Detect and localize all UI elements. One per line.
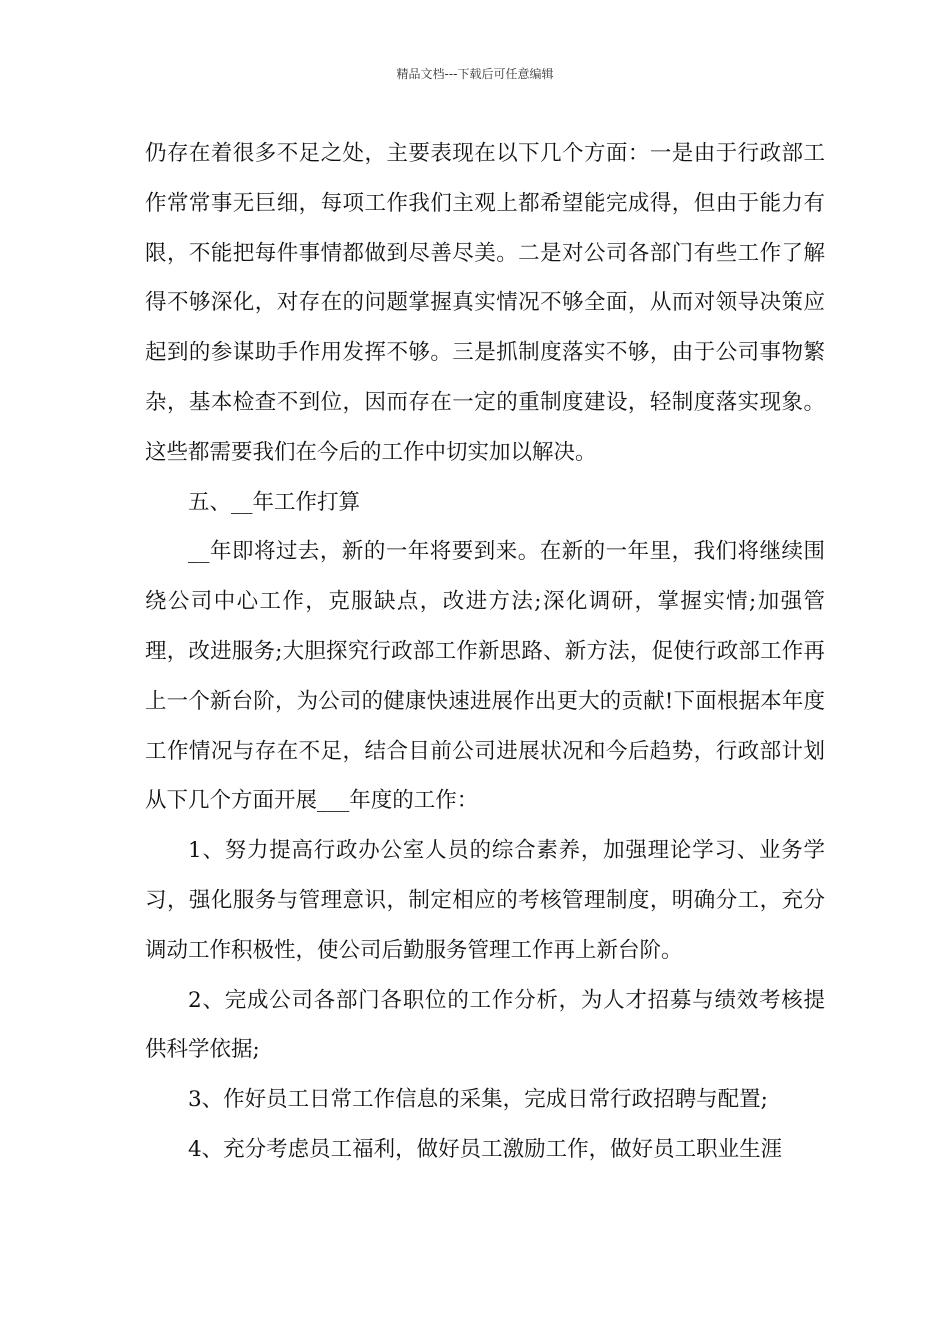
paragraph-plan-intro: __年即将过去，新的一年将要到来。在新的一年里，我们将继续围绕公司中心工作，克服缺点，改进方法;深化调研，掌握实情;加强管理，改进服务;大胆探究行政部工作新思路、新方法，促使行政部工作再上一个新台阶，为公司的健康快速进展作出更大的贡献!下面根据本年度工作情况与存在不足，结合目前公司进展状况和今后趋势，行政部计划从下几个方面开展___年度的工作：	[145, 539, 825, 814]
list-item-2: 2、完成公司各部门各职位的工作分析，为人才招募与绩效考核提供科学依据;	[145, 987, 825, 1063]
list-item-4: 4、充分考虑员工福利，做好员工激励工作，做好员工职业生涯	[188, 1136, 783, 1162]
section-heading-work-plan: 五、__年工作打算	[188, 489, 361, 515]
list-item-1: 1、努力提高行政办公室人员的综合素养，加强理论学习、业务学习，强化服务与管理意识，制定相应的考核管理制度，明确分工，充分调动工作积极性，使公司后勤服务管理工作再上新台阶。	[145, 838, 825, 963]
page-header: 精品文档---下载后可任意编辑	[396, 67, 554, 81]
document-body	[145, 129, 825, 1175]
paragraph-shortcomings: 仍存在着很多不足之处，主要表现在以下几个方面：一是由于行政部工作常常事无巨细，每项工作我们主观上都希望能完成得，但由于能力有限，不能把每件事情都做到尽善尽美。二是对公司各部门有些工作了解得不够深化，对存在的问题掌握真实情况不够全面，从而对领导决策应起到的参谋助手作用发挥不够。三是抓制度落实不够，由于公司事物繁杂，基本检查不到位，因而存在一定的重制度建设，轻制度落实现象。这些都需要我们在今后的工作中切实加以解决。	[145, 141, 825, 465]
list-item-3: 3、作好员工日常工作信息的采集，完成日常行政招聘与配置;	[188, 1087, 768, 1113]
